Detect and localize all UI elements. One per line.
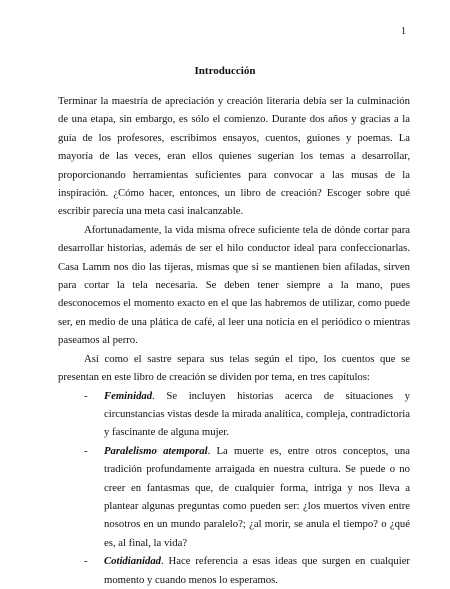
page-number: 1 [401, 26, 406, 37]
list-bullet: - [84, 389, 88, 402]
list-bullet: - [84, 444, 88, 457]
list-bullet: - [84, 555, 88, 568]
paragraph-chapters: Así como el sastre separa sus telas según el tipo, los cuentos que se presentan en este libro de creación se dividen por tema, en tres capítulos: [58, 352, 410, 384]
chapter-description: . La muerte es, entre otros conceptos, una tradición profundamente arraigada en nuestra cultura. Se puede o no creer en fantasmas que, de cualquier forma, intriga y nos lleva a plantear algunas preguntas como pueden ser: ¿los muertos viven entre nosotros en un mundo paralelo?; ¿al morir, se anula el tiempo? o ¿qué es, al final, la vida? [104, 444, 410, 549]
list-item-feminidad [58, 387, 410, 442]
list-item-paralelismo [58, 442, 410, 552]
chapter-description: . Hace referencia a esas ideas que surgen en cualquier momento y cuando menos lo esperamos. [104, 555, 410, 586]
document-body [58, 92, 410, 589]
chapter-list [58, 387, 410, 589]
list-item-cotidianidad [58, 552, 410, 589]
chapter-term: Cotidianidad [104, 555, 162, 568]
paragraph-intro: Terminar la maestría de apreciación y creación literaria debía ser la culminación de una etapa, sin embargo, es sólo el comienzo. Durante dos años y gracias a la guía de los profesores, escribimos ensayos, cuentos, guiones y poemas. La mayoría de las veces, eran ellos quienes sugerían los temas a desarrollar, proporcionando herramientas suficientes para convocar a las musas de la inspiración. ¿Cómo hacer, entonces, un libro de creación? Escoger sobre qué escribir parecía una meta casi inalcanzable. [58, 95, 410, 218]
page-title: Introducción [194, 65, 256, 77]
chapter-description: . Se incluyen historias acerca de situaciones y circunstancias vistas desde la mirada analítica, compleja, contradictoria y fascinante de alguna mujer. [104, 389, 410, 439]
chapter-term: Paralelismo atemporal [104, 444, 208, 457]
paragraph-tailoring: Afortunadamente, la vida misma ofrece suficiente tela de dónde cortar para desarrollar historias, además de ser el hilo conductor ideal para confeccionarlas. Casa Lamm nos dio las tijeras, mismas que si se mantienen bien afiladas, sirven para cortar la tela necesaria. Se deben tener siempre a la mano, pues desconocemos el momento exacto en el que las habremos de utilizar, como puede ser, en medio de una plática de café, al leer una noticia en el periódico o mientras paseamos al perro. [58, 223, 410, 347]
chapter-term: Feminidad [104, 389, 153, 402]
